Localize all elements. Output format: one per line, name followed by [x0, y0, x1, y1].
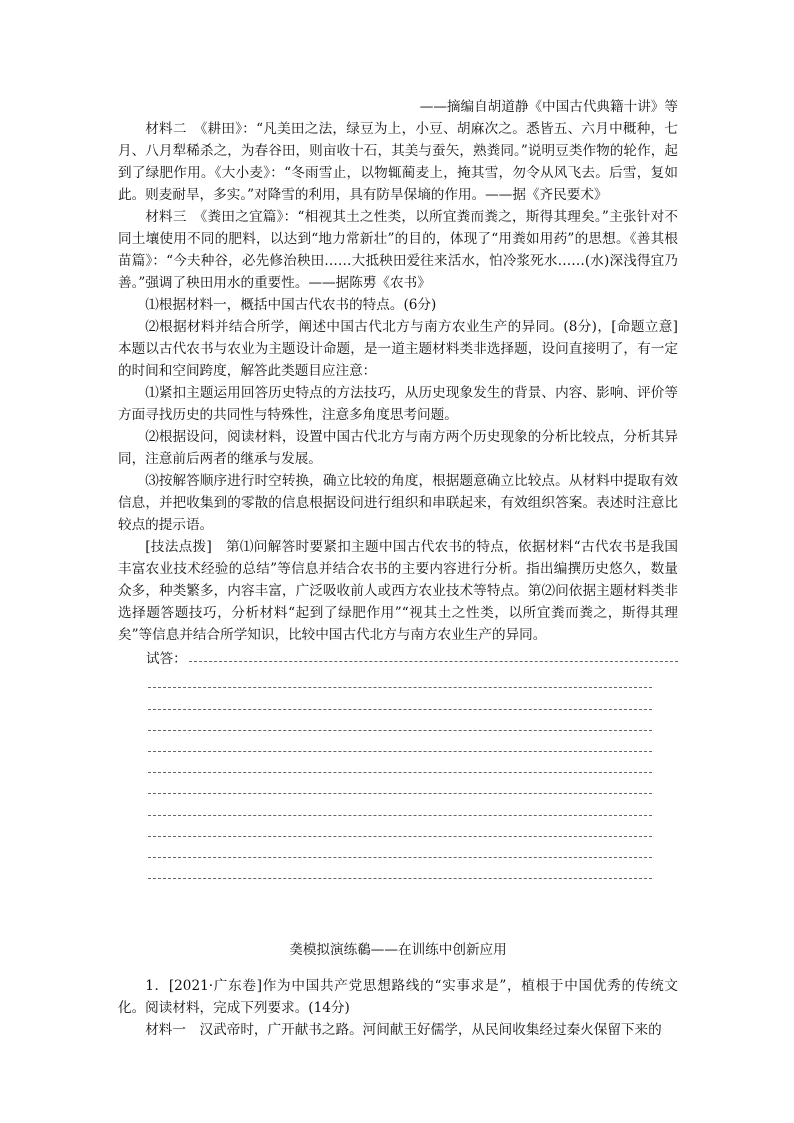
material-three: 材料三 《粪田之宜篇》：“相视其土之性类，以所宜粪而粪之，斯得其理矣。”主张针对不同土壤使用不同的肥料，以达到“地力常新壮”的目的，体现了“用粪如用药”的思想。《善其根苗篇》：“今夫种谷，必先修治秧田……大抵秧田爱往来活水，怕冷浆死水……(水)深浅得宜乃善。”强调了秧田用水的重要性。——据陈旉《农书》: [118, 209, 678, 291]
answer-line[interactable]: [118, 688, 678, 709]
answer-line[interactable]: [118, 667, 678, 688]
answer-line[interactable]: [118, 837, 678, 858]
answer-line[interactable]: [118, 710, 678, 731]
source-citation: ——摘编自胡道静《中国古代典籍十讲》等: [419, 99, 678, 115]
answer-line[interactable]: [118, 752, 678, 773]
answer-first-line[interactable]: [118, 646, 678, 667]
answer-line[interactable]: [118, 731, 678, 752]
answer-dotted-line: [148, 878, 652, 879]
answer-area[interactable]: [118, 646, 678, 879]
answer-line[interactable]: [118, 816, 678, 837]
tip-1: ⑴紧扣主题运用回答历史特点的方法技巧，从历史现象发生的背景、内容、影响、评价等方面寻找历史的共同性与特殊性，注意多角度思考问题。: [118, 385, 678, 423]
question-1: ⑴根据材料一，概括中国古代农书的特点。(6分): [145, 297, 437, 313]
next-question: 1．[2021·广东卷]作为中国共产党思想路线的“实事求是”，植根于中国优秀的传统文化。阅读材料，完成下列要求。(14分): [118, 977, 678, 1016]
answer-label: 试答：: [146, 651, 187, 668]
skill-tips: [技法点拨] 第⑴问解答时要紧扣主题中国古代农书的特点，依据材料“古代农书是我国丰富农业技术经验的总结”等信息并结合农书的主要内容进行分析。指出编撰历史悠久，数量众多，种类繁多，内容丰富，广泛吸收前人或西方农业技术等特点。第⑵问依据主题材料类非选择题答题技巧，分析材料“起到了绿肥作用”“视其土之性类，以所宜粪而粪之，斯得其理矣”等信息并结合所学知识，比较中国古代北方与南方农业生产的异同。: [118, 539, 678, 643]
answer-line[interactable]: [118, 773, 678, 794]
answer-dotted-line: [189, 661, 678, 662]
question-2: ⑵根据材料并结合所学，阐述中国古代北方与南方农业生产的异同。(8分)，[命题立意] 本题以古代农书与农业为主题设计命题，是一道主题材料类非选择题，设问直接明了，有一定的时间和空间跨度，解答此类题目应注意：: [118, 319, 692, 379]
material-two: 材料二 《耕田》：“凡美田之法，绿豆为上，小豆、胡麻次之。悉皆五、六月中穊种，七月、八月犁稀杀之，为春谷田，则亩收十石，其美与蚕矢，熟粪同。”说明豆类作物的轮作，起到了绿肥作用。《大小麦》：“冬雨雪止，以物辄蔺麦上，掩其雪，勿令从风飞去。后雪，复如此。则麦耐旱，多实。”对降雪的利用，具有防旱保墒的作用。——据《齐民要术》: [118, 121, 678, 203]
tip-2: ⑵根据设问，阅读材料，设置中国古代北方与南方两个历史现象的分析比较点，分析其异同，注意前后两者的继承与发展。: [118, 429, 678, 467]
section-title: 䶮模拟演练鵗——在训练中创新应用: [289, 942, 507, 959]
answer-line[interactable]: [118, 794, 678, 815]
next-material-one: 材料一 汉武帝时，广开献书之路。河间献王好儒学，从民间收集经过秦火保留下来的: [145, 1021, 662, 1038]
tip-3: ⑶按解答顺序进行时空转换，确立比较的角度，根据题意确立比较点。从材料中提取有效信息，并把收集到的零散的信息根据设问进行组织和串联起来，有效组织答案。表述时注意比较点的提示语。: [118, 473, 678, 533]
document-page: [118, 96, 692, 1041]
answer-line[interactable]: [118, 858, 678, 879]
